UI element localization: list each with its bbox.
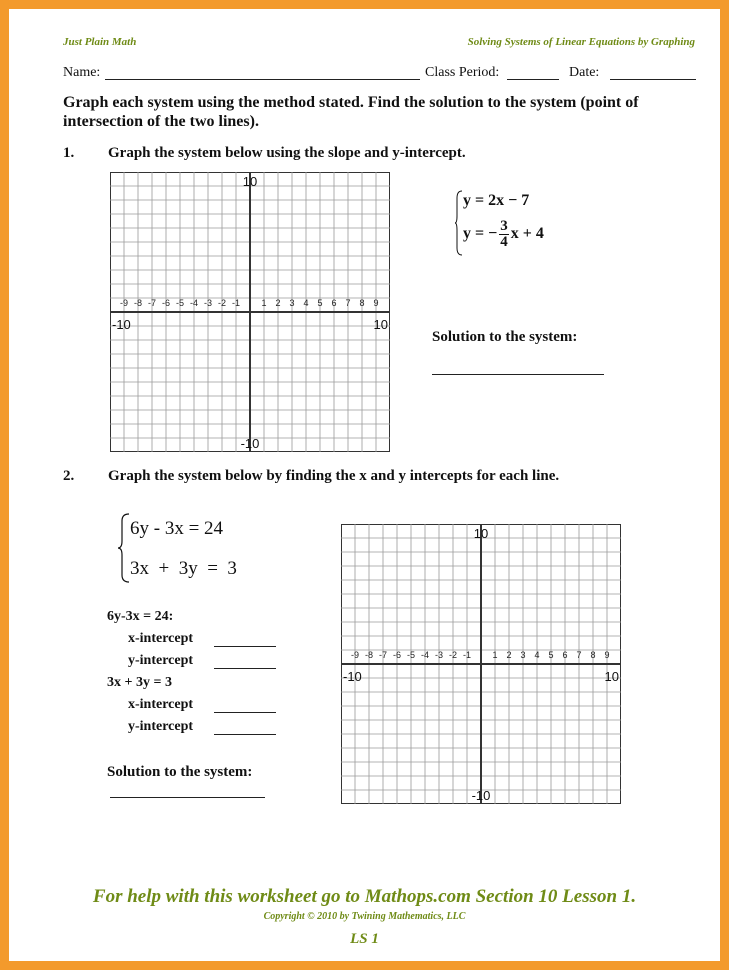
x-tick-label: -8 bbox=[364, 650, 374, 660]
class-period-label: Class Period: bbox=[425, 65, 500, 80]
x-tick-label: -8 bbox=[133, 298, 143, 308]
x-tick-label: 7 bbox=[576, 650, 582, 660]
x-tick-label: -7 bbox=[378, 650, 388, 660]
instructions: Graph each system using the method stated. Find the solution to the system (point of intersection of the two lines). bbox=[63, 94, 639, 130]
x-tick-label: 1 bbox=[261, 298, 267, 308]
q2-line2-x-intercept-field[interactable] bbox=[214, 711, 276, 713]
q2-line2-y-intercept-label: y-intercept bbox=[128, 719, 194, 734]
q2-equation-a: 6y - 3x = 24 bbox=[130, 518, 224, 539]
q2-line1-x-intercept-label: x-intercept bbox=[128, 631, 194, 646]
x-tick-label: 8 bbox=[359, 298, 365, 308]
x-tick-label: -3 bbox=[434, 650, 444, 660]
date-field[interactable] bbox=[610, 65, 696, 80]
x-tick-label: 6 bbox=[562, 650, 568, 660]
x-tick-label: 4 bbox=[534, 650, 540, 660]
q1-eq-b-numerator: 3 bbox=[500, 218, 508, 234]
x-tick-label: -4 bbox=[420, 650, 430, 660]
q2-solution-field[interactable] bbox=[110, 797, 265, 798]
x-tick-label: 9 bbox=[373, 298, 379, 308]
q2-line2-y-intercept-field[interactable] bbox=[214, 733, 276, 735]
x-tick-label: 9 bbox=[604, 650, 610, 660]
q2-line2-label: 3x + 3y = 3 bbox=[107, 675, 172, 690]
x-tick-label: 2 bbox=[506, 650, 512, 660]
q1-equation-b bbox=[463, 219, 544, 250]
x-axis-max-label: 10 bbox=[373, 317, 388, 332]
q2-coordinate-grid[interactable] bbox=[341, 524, 621, 804]
footer-copyright: Copyright © 2010 by Twining Mathematics, LLC bbox=[263, 911, 466, 922]
q1-number: 1. bbox=[63, 145, 75, 161]
q1-text: Graph the system below using the slope and y-intercept. bbox=[108, 145, 466, 161]
y-axis-max-label: 10 bbox=[242, 174, 258, 189]
footer-help-text: For help with this worksheet go to Mathops.com Section 10 Lesson 1. bbox=[92, 886, 637, 907]
q2-line1-x-intercept-field[interactable] bbox=[214, 645, 276, 647]
q2-line2-x-intercept-label: x-intercept bbox=[128, 697, 194, 712]
x-tick-label: -6 bbox=[161, 298, 171, 308]
x-axis-max-label: 10 bbox=[604, 669, 619, 684]
x-tick-label: 2 bbox=[275, 298, 281, 308]
x-tick-label: -9 bbox=[119, 298, 129, 308]
x-tick-label: 5 bbox=[548, 650, 554, 660]
q2-line1-y-intercept-field[interactable] bbox=[214, 667, 276, 669]
x-tick-label: -4 bbox=[189, 298, 199, 308]
x-tick-label: -7 bbox=[147, 298, 157, 308]
q2-number: 2. bbox=[63, 468, 75, 484]
student-info-line bbox=[63, 65, 698, 85]
q2-equation-b: 3x + 3y = 3 bbox=[130, 558, 237, 579]
x-tick-label: -3 bbox=[203, 298, 213, 308]
class-period-field[interactable] bbox=[507, 65, 559, 80]
q1-coordinate-grid[interactable] bbox=[110, 172, 390, 452]
x-tick-label: -1 bbox=[462, 650, 472, 660]
q1-equation-a: y = 2x − 7 bbox=[463, 192, 530, 209]
header-left: Just Plain Math bbox=[63, 36, 137, 48]
x-tick-label: -9 bbox=[350, 650, 360, 660]
name-label: Name: bbox=[63, 65, 101, 80]
y-axis-min-label: -10 bbox=[471, 788, 491, 803]
q2-solution-label: Solution to the system: bbox=[107, 764, 253, 780]
q1-solution-field[interactable] bbox=[432, 374, 604, 375]
x-axis-min-label: -10 bbox=[343, 669, 362, 684]
q1-eq-b-denominator: 4 bbox=[500, 234, 508, 250]
footer-page-number: LS 1 bbox=[350, 931, 379, 947]
header-right: Solving Systems of Linear Equations by Graphing bbox=[467, 36, 695, 48]
y-axis-min-label: -10 bbox=[240, 436, 260, 451]
x-tick-label: 5 bbox=[317, 298, 323, 308]
q2-line1-y-intercept-label: y-intercept bbox=[128, 653, 194, 668]
x-tick-label: 1 bbox=[492, 650, 498, 660]
x-tick-label: -5 bbox=[406, 650, 416, 660]
x-axis-min-label: -10 bbox=[112, 317, 131, 332]
x-tick-label: 4 bbox=[303, 298, 309, 308]
q1-eq-b-fraction bbox=[499, 219, 509, 250]
x-tick-label: -2 bbox=[217, 298, 227, 308]
x-tick-label: 3 bbox=[289, 298, 295, 308]
q1-solution-label: Solution to the system: bbox=[432, 329, 578, 345]
x-tick-label: -1 bbox=[231, 298, 241, 308]
q2-text: Graph the system below by finding the x and y intercepts for each line. bbox=[108, 468, 560, 484]
q2-line1-label: 6y-3x = 24: bbox=[107, 609, 174, 624]
x-tick-label: 3 bbox=[520, 650, 526, 660]
x-tick-label: 7 bbox=[345, 298, 351, 308]
q2-system-brace bbox=[118, 513, 130, 583]
x-tick-label: 6 bbox=[331, 298, 337, 308]
x-tick-label: -5 bbox=[175, 298, 185, 308]
date-label: Date: bbox=[569, 65, 600, 80]
x-tick-label: 8 bbox=[590, 650, 596, 660]
x-tick-label: -2 bbox=[448, 650, 458, 660]
q1-system-brace bbox=[455, 190, 463, 256]
x-tick-label: -6 bbox=[392, 650, 402, 660]
name-field[interactable] bbox=[105, 65, 420, 80]
q1-eq-b-suffix: x + 4 bbox=[510, 225, 544, 243]
q1-eq-b-prefix: y = − bbox=[463, 225, 498, 243]
y-axis-max-label: 10 bbox=[473, 526, 489, 541]
